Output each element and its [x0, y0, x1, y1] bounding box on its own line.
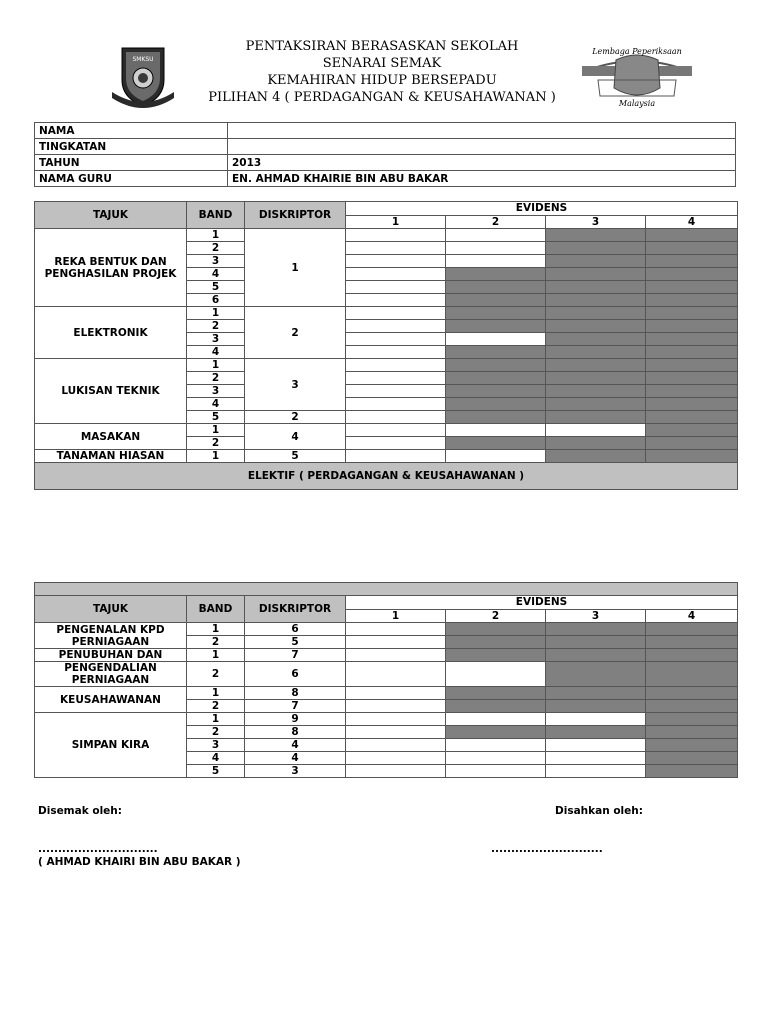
- evidens-col-2: 2: [446, 215, 546, 229]
- table-row: [35, 623, 738, 636]
- evidens-cell-3[interactable]: [546, 242, 646, 255]
- header-line-4: PILIHAN 4 ( PERDAGANGAN & KEUSAHAWANAN ): [208, 90, 556, 105]
- evidens-cell-2[interactable]: [446, 726, 546, 739]
- crest-text: SMKSU: [132, 56, 154, 63]
- evidens-cell-3[interactable]: [546, 437, 646, 450]
- info-value-tahun: 2013: [228, 155, 736, 171]
- band-cell: 3: [187, 739, 245, 752]
- approved-by-label: Disahkan oleh:: [555, 805, 643, 817]
- topic-cell: PENUBUHAN DAN: [35, 649, 187, 662]
- evidens-cell-3[interactable]: [546, 229, 646, 242]
- band-cell: 4: [187, 398, 245, 411]
- evidens-cell-4[interactable]: [646, 765, 738, 778]
- evidens-cell-2[interactable]: [446, 662, 546, 687]
- diskriptor-cell: 3: [245, 359, 346, 411]
- evidens-cell-4[interactable]: [646, 372, 738, 385]
- evidens-cell-4[interactable]: [646, 255, 738, 268]
- evidens-cell-3[interactable]: [546, 385, 646, 398]
- band-cell: 1: [187, 687, 245, 700]
- evidens-cell-1[interactable]: [346, 242, 446, 255]
- evidens-cell-3[interactable]: [546, 649, 646, 662]
- diskriptor-cell: 6: [245, 662, 346, 687]
- evidens-cell-2[interactable]: [446, 450, 546, 463]
- evidens-cell-3[interactable]: [546, 398, 646, 411]
- topic-cell: MASAKAN: [35, 424, 187, 450]
- evidens-cell-3[interactable]: [546, 752, 646, 765]
- diskriptor-cell: 7: [245, 649, 346, 662]
- evidens-cell-4[interactable]: [646, 398, 738, 411]
- diskriptor-cell: 4: [245, 424, 346, 450]
- table-header-row: [35, 596, 738, 610]
- evidens-cell-1[interactable]: [346, 636, 446, 649]
- info-label: NAMA: [35, 123, 228, 139]
- evidens-cell-3[interactable]: [546, 687, 646, 700]
- band-cell: 6: [187, 294, 245, 307]
- evidens-cell-1[interactable]: [346, 713, 446, 726]
- evidens-cell-1[interactable]: [346, 307, 446, 320]
- evidens-cell-2[interactable]: [446, 752, 546, 765]
- evidens-cell-3[interactable]: [546, 765, 646, 778]
- evidens-cell-3[interactable]: [546, 372, 646, 385]
- band-cell: 2: [187, 437, 245, 450]
- topic-cell: LUKISAN TEKNIK: [35, 359, 187, 424]
- core-table-body: [35, 229, 738, 490]
- evidens-cell-2[interactable]: [446, 437, 546, 450]
- band-cell: 1: [187, 424, 245, 437]
- evidens-cell-1[interactable]: [346, 268, 446, 281]
- logo-top-text: Lembaga Peperiksaan: [592, 47, 682, 56]
- evidens-cell-1[interactable]: [346, 437, 446, 450]
- evidens-cell-1[interactable]: [346, 333, 446, 346]
- evidens-cell-2[interactable]: [446, 649, 546, 662]
- diskriptor-cell: 2: [245, 411, 346, 424]
- info-row-nama: [35, 123, 736, 139]
- evidens-cell-3[interactable]: [546, 450, 646, 463]
- evidens-cell-4[interactable]: [646, 636, 738, 649]
- topic-cell: PENGENALAN KPD PERNIAGAAN: [35, 623, 187, 649]
- evidens-col-2: 2: [446, 609, 546, 623]
- band-cell: 4: [187, 268, 245, 281]
- exam-board-logo-icon: [578, 40, 696, 110]
- evidens-col-3: 3: [546, 215, 646, 229]
- evidens-cell-3[interactable]: [546, 739, 646, 752]
- diskriptor-cell: 4: [245, 752, 346, 765]
- diskriptor-cell: 9: [245, 713, 346, 726]
- evidens-cell-4[interactable]: [646, 320, 738, 333]
- evidens-cell-4[interactable]: [646, 385, 738, 398]
- col-header-diskriptor: DISKRIPTOR: [245, 596, 346, 623]
- evidens-cell-2[interactable]: [446, 765, 546, 778]
- topic-cell: KEUSAHAWANAN: [35, 687, 187, 713]
- band-cell: 3: [187, 333, 245, 346]
- evidens-cell-3[interactable]: [546, 346, 646, 359]
- evidens-cell-4[interactable]: [646, 346, 738, 359]
- col-header-evidens: EVIDENS: [346, 596, 738, 610]
- info-label: TINGKATAN: [35, 139, 228, 155]
- col-header-tajuk: TAJUK: [35, 202, 187, 229]
- evidens-cell-4[interactable]: [646, 450, 738, 463]
- info-row-tingkatan: [35, 139, 736, 155]
- evidens-cell-4[interactable]: [646, 268, 738, 281]
- diskriptor-cell: 6: [245, 623, 346, 636]
- band-cell: 1: [187, 649, 245, 662]
- evidens-cell-4[interactable]: [646, 307, 738, 320]
- evidens-cell-1[interactable]: [346, 450, 446, 463]
- evidens-cell-1[interactable]: [346, 662, 446, 687]
- evidens-cell-1[interactable]: [346, 320, 446, 333]
- col-header-tajuk: TAJUK: [35, 596, 187, 623]
- col-header-band: BAND: [187, 202, 245, 229]
- header-line-1: PENTAKSIRAN BERASASKAN SEKOLAH: [245, 39, 519, 54]
- evidens-cell-4[interactable]: [646, 437, 738, 450]
- evidens-cell-2[interactable]: [446, 424, 546, 437]
- diskriptor-cell: 8: [245, 726, 346, 739]
- info-label: NAMA GURU: [35, 171, 228, 187]
- band-cell: 1: [187, 450, 245, 463]
- elective-strip: [35, 583, 738, 596]
- evidens-cell-1[interactable]: [346, 255, 446, 268]
- band-cell: 2: [187, 726, 245, 739]
- info-row-tahun: [35, 155, 736, 171]
- evidens-cell-3[interactable]: [546, 333, 646, 346]
- evidens-cell-1[interactable]: [346, 687, 446, 700]
- evidens-col-1: 1: [346, 609, 446, 623]
- evidens-cell-2[interactable]: [446, 333, 546, 346]
- band-cell: 1: [187, 623, 245, 636]
- evidens-cell-4[interactable]: [646, 662, 738, 687]
- evidens-cell-2[interactable]: [446, 385, 546, 398]
- table-row: [35, 307, 738, 320]
- band-cell: 1: [187, 229, 245, 242]
- logo-bottom-text: Malaysia: [618, 99, 656, 108]
- evidens-cell-4[interactable]: [646, 739, 738, 752]
- band-cell: 1: [187, 359, 245, 372]
- col-header-evidens: EVIDENS: [346, 202, 738, 216]
- evidens-cell-3[interactable]: [546, 294, 646, 307]
- evidens-cell-2[interactable]: [446, 636, 546, 649]
- topic-cell: ELEKTRONIK: [35, 307, 187, 359]
- diskriptor-cell: 2: [245, 307, 346, 359]
- evidens-cell-3[interactable]: [546, 713, 646, 726]
- evidens-cell-3[interactable]: [546, 411, 646, 424]
- evidens-cell-4[interactable]: [646, 411, 738, 424]
- topic-cell: SIMPAN KIRA: [35, 713, 187, 778]
- evidens-cell-1[interactable]: [346, 229, 446, 242]
- signature-line-right[interactable]: ............................: [491, 843, 603, 855]
- band-cell: 2: [187, 320, 245, 333]
- evidens-cell-4[interactable]: [646, 623, 738, 636]
- evidens-cell-2[interactable]: [446, 687, 546, 700]
- evidens-cell-4[interactable]: [646, 424, 738, 437]
- evidens-cell-2[interactable]: [446, 359, 546, 372]
- evidens-col-4: 4: [646, 609, 738, 623]
- info-value-tingkatan[interactable]: [228, 139, 736, 155]
- student-info-table: [34, 122, 736, 187]
- evidens-cell-1[interactable]: [346, 359, 446, 372]
- evidens-cell-1[interactable]: [346, 623, 446, 636]
- evidens-cell-4[interactable]: [646, 687, 738, 700]
- evidens-cell-1[interactable]: [346, 385, 446, 398]
- evidens-cell-1[interactable]: [346, 424, 446, 437]
- evidens-cell-1[interactable]: [346, 281, 446, 294]
- diskriptor-cell: 1: [245, 229, 346, 307]
- evidens-cell-4[interactable]: [646, 229, 738, 242]
- evidens-cell-2[interactable]: [446, 739, 546, 752]
- diskriptor-cell: 4: [245, 739, 346, 752]
- evidens-cell-2[interactable]: [446, 268, 546, 281]
- checked-by-label: Disemak oleh:: [38, 805, 122, 817]
- elective-strip-row: [35, 583, 738, 596]
- diskriptor-cell: 8: [245, 687, 346, 700]
- band-cell: 4: [187, 346, 245, 359]
- checker-name: ( AHMAD KHAIRI BIN ABU BAKAR ): [38, 856, 241, 868]
- evidens-cell-2[interactable]: [446, 372, 546, 385]
- diskriptor-cell: 7: [245, 700, 346, 713]
- evidens-cell-4[interactable]: [646, 713, 738, 726]
- band-cell: 2: [187, 636, 245, 649]
- evidens-cell-1[interactable]: [346, 649, 446, 662]
- evidens-cell-3[interactable]: [546, 662, 646, 687]
- band-cell: 5: [187, 411, 245, 424]
- info-value-nama[interactable]: [228, 123, 736, 139]
- evidens-cell-4[interactable]: [646, 333, 738, 346]
- evidens-cell-2[interactable]: [446, 294, 546, 307]
- band-cell: 2: [187, 700, 245, 713]
- evidens-cell-2[interactable]: [446, 623, 546, 636]
- table-row: [35, 713, 738, 726]
- evidens-cell-2[interactable]: [446, 700, 546, 713]
- evidens-cell-1[interactable]: [346, 752, 446, 765]
- diskriptor-cell: 5: [245, 450, 346, 463]
- band-cell: 5: [187, 281, 245, 294]
- table-row: [35, 229, 738, 242]
- evidens-cell-4[interactable]: [646, 700, 738, 713]
- evidens-col-1: 1: [346, 215, 446, 229]
- evidens-cell-2[interactable]: [446, 398, 546, 411]
- evidens-cell-2[interactable]: [446, 242, 546, 255]
- evidens-cell-3[interactable]: [546, 255, 646, 268]
- band-cell: 5: [187, 765, 245, 778]
- evidens-cell-4[interactable]: [646, 752, 738, 765]
- band-cell: 2: [187, 372, 245, 385]
- evidens-cell-3[interactable]: [546, 700, 646, 713]
- band-cell: 1: [187, 307, 245, 320]
- evidens-cell-2[interactable]: [446, 307, 546, 320]
- col-header-diskriptor: DISKRIPTOR: [245, 202, 346, 229]
- elective-banner: ELEKTIF ( PERDAGANGAN & KEUSAHAWANAN ): [35, 463, 738, 490]
- evidens-col-3: 3: [546, 609, 646, 623]
- topic-cell: PENGENDALIAN PERNIAGAAN: [35, 662, 187, 687]
- elective-table-body: [35, 623, 738, 778]
- evidens-cell-4[interactable]: [646, 281, 738, 294]
- band-cell: 1: [187, 713, 245, 726]
- diskriptor-cell: 5: [245, 636, 346, 649]
- evidens-cell-3[interactable]: [546, 726, 646, 739]
- evidens-cell-4[interactable]: [646, 359, 738, 372]
- evidens-cell-2[interactable]: [446, 346, 546, 359]
- evidens-cell-2[interactable]: [446, 229, 546, 242]
- evidens-cell-1[interactable]: [346, 294, 446, 307]
- evidens-cell-3[interactable]: [546, 281, 646, 294]
- table-header-row: [35, 202, 738, 216]
- table-row: [35, 359, 738, 372]
- col-header-band: BAND: [187, 596, 245, 623]
- evidens-cell-1[interactable]: [346, 726, 446, 739]
- evidens-cell-3[interactable]: [546, 320, 646, 333]
- table-row: [35, 450, 738, 463]
- evidens-cell-1[interactable]: [346, 346, 446, 359]
- evidens-cell-4[interactable]: [646, 726, 738, 739]
- table-row: [35, 649, 738, 662]
- band-cell: 3: [187, 255, 245, 268]
- evidens-cell-1[interactable]: [346, 372, 446, 385]
- evidens-cell-2[interactable]: [446, 411, 546, 424]
- evidens-cell-2[interactable]: [446, 320, 546, 333]
- evidens-cell-1[interactable]: [346, 739, 446, 752]
- header-line-3: KEMAHIRAN HIDUP BERSEPADU: [267, 73, 497, 88]
- header-line-2: SENARAI SEMAK: [322, 56, 442, 71]
- table-row: [35, 424, 738, 437]
- band-cell: 4: [187, 752, 245, 765]
- evidens-cell-3[interactable]: [546, 623, 646, 636]
- evidens-cell-3[interactable]: [546, 307, 646, 320]
- evidens-cell-4[interactable]: [646, 649, 738, 662]
- elective-banner-row: [35, 463, 738, 490]
- evidens-cell-3[interactable]: [546, 424, 646, 437]
- evidens-cell-4[interactable]: [646, 242, 738, 255]
- school-crest-icon: [108, 42, 178, 112]
- evidens-cell-2[interactable]: [446, 281, 546, 294]
- topic-cell: TANAMAN HIASAN: [35, 450, 187, 463]
- info-value-nama-guru: EN. AHMAD KHAIRIE BIN ABU BAKAR: [228, 171, 736, 187]
- evidens-cell-3[interactable]: [546, 636, 646, 649]
- checklist-table-core: [34, 201, 738, 490]
- band-cell: 3: [187, 385, 245, 398]
- checklist-table-elective: [34, 582, 738, 778]
- table-row: [35, 662, 738, 687]
- evidens-cell-2[interactable]: [446, 713, 546, 726]
- evidens-cell-3[interactable]: [546, 268, 646, 281]
- band-cell: 2: [187, 242, 245, 255]
- evidens-cell-3[interactable]: [546, 359, 646, 372]
- diskriptor-cell: 3: [245, 765, 346, 778]
- band-cell: 2: [187, 662, 245, 687]
- info-row-nama-guru: [35, 171, 736, 187]
- evidens-col-4: 4: [646, 215, 738, 229]
- evidens-cell-1[interactable]: [346, 700, 446, 713]
- evidens-cell-2[interactable]: [446, 255, 546, 268]
- info-label: TAHUN: [35, 155, 228, 171]
- table-row: [35, 687, 738, 700]
- evidens-cell-4[interactable]: [646, 294, 738, 307]
- signature-line-left[interactable]: ..............................: [38, 843, 158, 855]
- evidens-cell-1[interactable]: [346, 765, 446, 778]
- evidens-cell-1[interactable]: [346, 398, 446, 411]
- evidens-cell-1[interactable]: [346, 411, 446, 424]
- topic-cell: REKA BENTUK DAN PENGHASILAN PROJEK: [35, 229, 187, 307]
